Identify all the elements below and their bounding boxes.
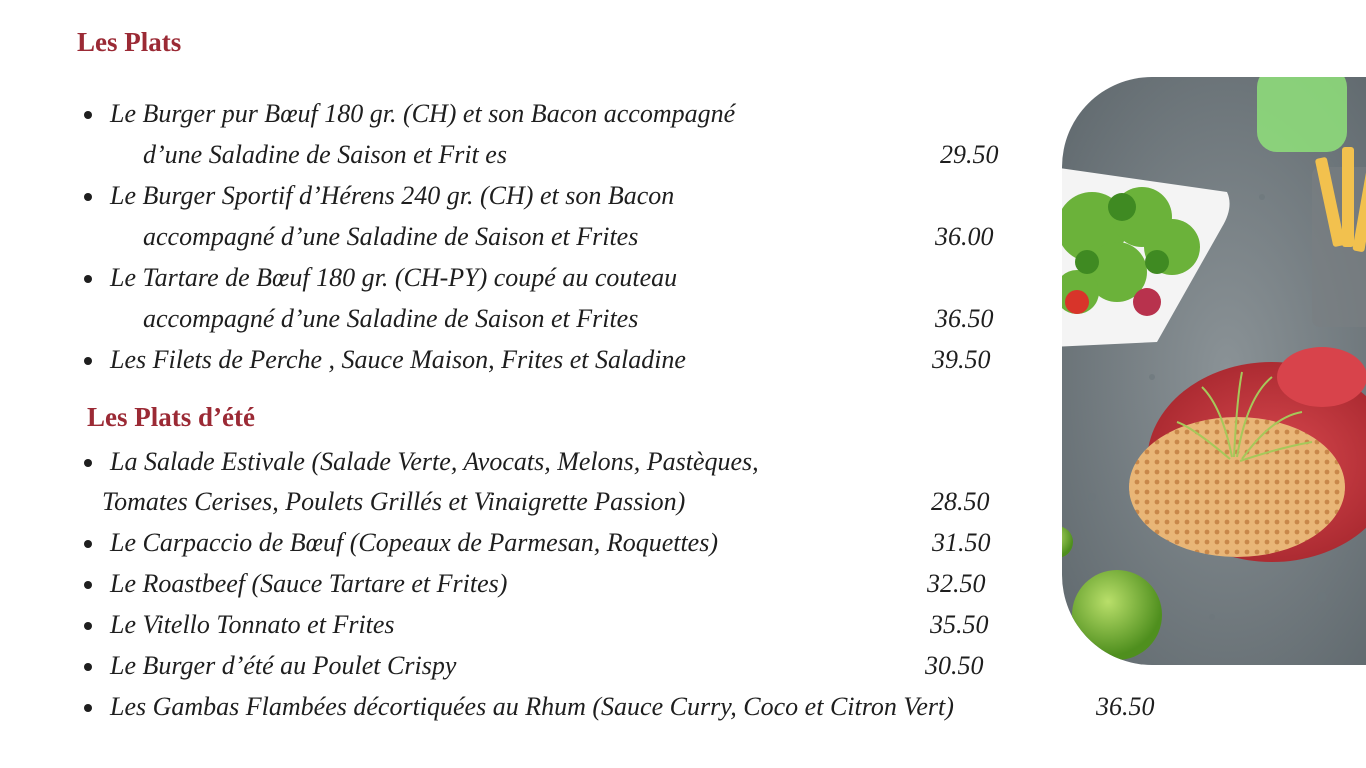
item-name: Le Tartare de Bœuf 180 gr. (CH-PY) coupé au couteau	[110, 263, 678, 292]
bullet-icon	[84, 275, 92, 283]
item-price: 28.50	[931, 487, 990, 516]
food-photo-icon	[1062, 77, 1366, 665]
item-name-cont: Tomates Cerises, Poulets Grillés et Vinaigrette Passion)	[102, 487, 686, 516]
bullet-icon	[84, 459, 92, 467]
item-name: Les Filets de Perche , Sauce Maison, Frites et Saladine	[110, 345, 686, 374]
section-title-les-plats-ete: Les Plats d’été	[87, 402, 255, 432]
item-name-cont: accompagné d’une Saladine de Saison et Frites	[143, 304, 639, 333]
item-name: La Salade Estivale (Salade Verte, Avocats, Melons, Pastèques,	[110, 447, 759, 476]
bullet-icon	[84, 111, 92, 119]
item-price: 36.00	[935, 222, 994, 251]
item-name-cont: accompagné d’une Saladine de Saison et Frites	[143, 222, 639, 251]
item-name: Le Roastbeef (Sauce Tartare et Frites)	[110, 569, 508, 598]
item-price: 29.50	[940, 140, 999, 169]
item-name: Le Vitello Tonnato et Frites	[110, 610, 395, 639]
item-name: Le Burger pur Bœuf 180 gr. (CH) et son Bacon accompagné	[110, 99, 736, 128]
item-price: 39.50	[932, 345, 991, 374]
item-price: 36.50	[1096, 692, 1155, 721]
item-name: Les Gambas Flambées décortiquées au Rhum (Sauce Curry, Coco et Citron Vert)	[110, 692, 954, 721]
section-title-les-plats: Les Plats	[77, 27, 182, 57]
item-price: 35.50	[930, 610, 989, 639]
item-name: Le Carpaccio de Bœuf (Copeaux de Parmesan, Roquettes)	[110, 528, 718, 557]
bullet-icon	[84, 581, 92, 589]
bullet-icon	[84, 622, 92, 630]
item-name: Le Burger d’été au Poulet Crispy	[110, 651, 457, 680]
item-price: 30.50	[925, 651, 984, 680]
bullet-icon	[84, 193, 92, 201]
bullet-icon	[84, 704, 92, 712]
bullet-icon	[84, 663, 92, 671]
item-name-cont: d’une Saladine de Saison et Frit es	[143, 140, 507, 169]
item-price: 36.50	[935, 304, 994, 333]
item-price: 31.50	[932, 528, 991, 557]
item-name: Le Burger Sportif d’Hérens 240 gr. (CH) et son Bacon	[110, 181, 675, 210]
item-price: 32.50	[927, 569, 986, 598]
bullet-icon	[84, 357, 92, 365]
bullet-icon	[84, 540, 92, 548]
